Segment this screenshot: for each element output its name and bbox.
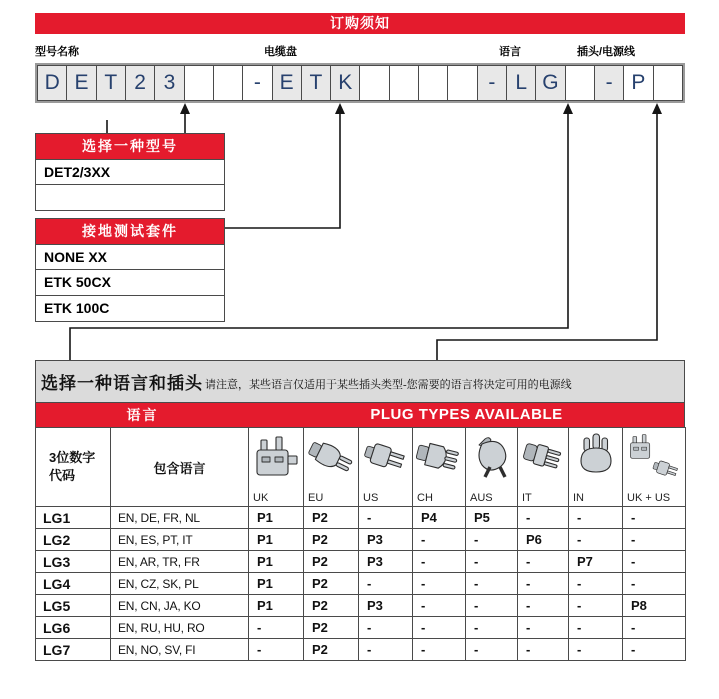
- code-cell-blank: [653, 65, 683, 101]
- code-cell: -: [594, 65, 624, 101]
- plug-availability-table: [35, 427, 686, 661]
- band-language-label: 语言: [126, 407, 159, 423]
- field-label-plug-powercord: 插头/电源线: [577, 46, 636, 58]
- code-cell: D: [37, 65, 67, 101]
- field-label-cable-reel: 电缆盘: [264, 46, 297, 58]
- plug-label: UK: [253, 492, 269, 504]
- table-row: LG6 EN, RU, HU, RO - P2 - - - - - -: [36, 617, 686, 639]
- table-header-row: [36, 428, 686, 507]
- earth-test-kit-stack: [35, 218, 225, 322]
- code-cell-blank: [213, 65, 243, 101]
- code-cell: -: [477, 65, 507, 101]
- col-header-languages: 包含语言: [111, 428, 249, 507]
- order-notice-banner: 订购须知: [35, 13, 685, 34]
- code-cell-blank: [389, 65, 419, 101]
- plug-icon-ch: [416, 431, 462, 483]
- table-row: LG5 EN, CN, JA, KO P1 P2 P3 - - - - P8: [36, 595, 686, 617]
- kit-option: NONE XX: [35, 244, 225, 271]
- table-row: LG3 EN, AR, TR, FR P1 P2 P3 - - - P7 -: [36, 551, 686, 573]
- field-label-language: 语言: [499, 46, 521, 58]
- code-cell-blank: [418, 65, 448, 101]
- plug-icon-it: [520, 431, 566, 483]
- table-row: LG7 EN, NO, SV, FI - P2 - - - - - -: [36, 639, 686, 661]
- code-cell: 3: [154, 65, 184, 101]
- plug-label: IN: [573, 492, 584, 504]
- plug-icon-eu: [308, 431, 354, 483]
- table-row: LG4 EN, CZ, SK, PL P1 P2 - - - - - -: [36, 573, 686, 595]
- plug-icon-aus: [469, 431, 515, 483]
- plug-icon-uk: [253, 431, 299, 483]
- code-cell: G: [535, 65, 565, 101]
- code-cell-blank: [447, 65, 477, 101]
- plug-label: IT: [522, 492, 532, 504]
- model-option-blank: [35, 184, 225, 211]
- arrowheads: [180, 103, 662, 114]
- order-code-boxes: [35, 63, 685, 103]
- code-cell-blank: [565, 65, 595, 101]
- kit-option: ETK 100C: [35, 295, 225, 322]
- code-cell-blank: [359, 65, 389, 101]
- code-cell: K: [330, 65, 360, 101]
- plug-label: AUS: [470, 492, 493, 504]
- code-cell: E: [272, 65, 302, 101]
- language-section-header: [35, 360, 685, 403]
- code-cell: -: [242, 65, 272, 101]
- code-cell: T: [301, 65, 331, 101]
- code-cell: E: [66, 65, 96, 101]
- kit-option: ETK 50CX: [35, 269, 225, 296]
- plug-label: EU: [308, 492, 324, 504]
- plug-label: UK + US: [627, 492, 671, 504]
- code-cell: L: [506, 65, 536, 101]
- plug-label: CH: [417, 492, 433, 504]
- col-header-code: 3位数字 代码: [36, 428, 111, 507]
- table-row: LG1 EN, DE, FR, NL P1 P2 - P4 P5 - - -: [36, 507, 686, 529]
- kit-section-header: 接地测试套件: [35, 218, 225, 245]
- plug-label: US: [363, 492, 379, 504]
- code-cell-blank: [184, 65, 214, 101]
- code-cell: T: [96, 65, 126, 101]
- model-option: DET2/3XX: [35, 159, 225, 186]
- section-title: 选择一种语言和插头: [41, 374, 203, 393]
- code-cell: 2: [125, 65, 155, 101]
- field-label-model-name: 型号名称: [35, 46, 79, 58]
- plug-icon-us: [363, 431, 409, 483]
- model-section-header: 选择一种型号: [35, 133, 225, 160]
- section-note: 请注意，某些语言仅适用于某些插头类型-您需要的语言将决定可用的电源线: [205, 379, 572, 391]
- plug-icon-uk-us: [628, 431, 680, 483]
- code-cell: P: [623, 65, 653, 101]
- plug-icon-in: [573, 431, 619, 483]
- table-band: [35, 403, 685, 427]
- table-row: LG2 EN, ES, PT, IT P1 P2 P3 - - P6 - -: [36, 529, 686, 551]
- band-plug-types-label: PLUG TYPES AVAILABLE: [370, 406, 563, 423]
- model-selection-stack: [35, 133, 225, 211]
- language-plug-table: [35, 360, 685, 661]
